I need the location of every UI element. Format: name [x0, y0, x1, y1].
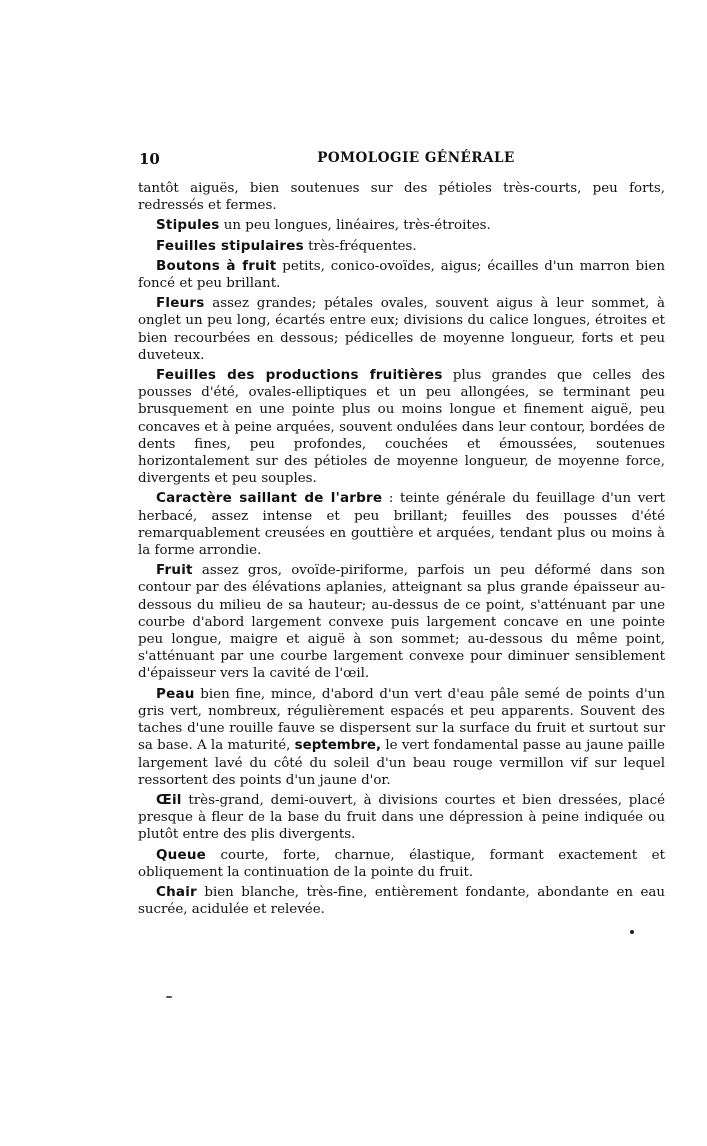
term-heading: Feuilles des productions fruitières: [156, 367, 443, 384]
paragraph-continuation: [138, 180, 665, 214]
term-heading: Fleurs: [156, 295, 205, 312]
paragraph-text: courte, forte, charnue, élastique, formant exactement et obliquement la continuation de la pointe du fruit.: [138, 847, 665, 880]
paragraph-text: un peu longues, linéaires, très-étroites.: [219, 218, 491, 234]
term-heading: Fruit: [156, 562, 193, 579]
paragraph-stipules: [138, 217, 665, 234]
running-title: POMOLOGIE GÉNÉRALE: [317, 150, 515, 166]
paragraph-boutons: [138, 258, 665, 292]
term-heading: Chair: [156, 883, 197, 900]
term-heading: Peau: [156, 685, 195, 702]
page-header: [137, 150, 665, 170]
paragraph-text: très-fréquentes.: [303, 238, 417, 254]
emphasis-month: septembre,: [294, 738, 382, 754]
paragraph-text: tantôt aiguës, bien soutenues sur des pétioles très-courts, peu forts, redressés et fermes.: [138, 181, 665, 214]
paragraph-text: assez gros, ovoïde-piriforme, parfois un peu déformé dans son contour par des élévations aplanies, atteignant sa plus grande épaisseur au-dessous du milieu de sa hauteur; au-dessus de ce point, s'atténuant par une courbe d'abord largement convexe puis largement concave en une pointe peu longue, maigre et aiguë à son sommet; au-dessous du même point, s'atténuant par une courbe largement convexe pour diminuer sensiblement d'épaisseur vers la cavité de l'œil.: [138, 563, 665, 682]
paragraph-text: très-grand, demi-ouvert, à divisions courtes et bien dressées, placé presque à fleur de la base du fruit dans une dépression à peine indiquée ou plutôt entre des plis divergents.: [138, 792, 665, 843]
paragraph-feuilles-productions: [138, 367, 665, 487]
term-heading: Boutons à fruit: [156, 257, 277, 274]
paragraph-chair: [138, 884, 665, 918]
term-heading: Feuilles stipulaires: [156, 237, 304, 254]
paragraph-text: bien blanche, très-fine, entièrement fondante, abondante en eau sucrée, acidulée et relevée.: [138, 884, 665, 918]
paragraph-caractere: [138, 490, 665, 559]
page-number: 10: [139, 150, 160, 168]
scan-speck: [630, 930, 634, 934]
term-heading: Caractère saillant de l'arbre: [156, 490, 383, 507]
paragraph-oeil: [138, 792, 665, 844]
paragraph-feuilles-stipulaires: [138, 238, 665, 255]
term-heading: Stipules: [156, 217, 220, 234]
paragraph-text-after: le vert fondamental passe au jaune paille largement lavé du côté du soleil d'un beau rouge vermillon vif sur lequel ressortent des points d'un jaune d'or.: [138, 738, 665, 788]
paragraph-peau: [138, 686, 665, 789]
paragraph-text: bien fine, mince, d'abord d'un vert d'eau pâle semé de points d'un gris vert, nombreux, régulièrement espacés et peu apparents. Souvent des taches d'une rouille fauve se dispersent sur la surface du fruit et surtout sur sa base. A la maturité,: [138, 686, 665, 754]
term-heading: Œil: [156, 791, 182, 808]
paragraph-text: petits, conico-ovoïdes, aigus; écailles d'un marron bien foncé et peu brillant.: [138, 258, 665, 292]
scan-speck: [166, 996, 172, 998]
term-heading: Queue: [156, 846, 207, 863]
paragraph-text: plus grandes que celles des pousses d'été, ovales-elliptiques et un peu allongées, se terminant peu brusquement en une pointe plus ou moins longue et finement aiguë, peu concaves et à peine arquées, souvent ondulées dans leur contour, bordées de dents fines, peu profondes, couchées et émoussées, soutenues horizontalement sur des pétioles de moyenne longueur, de moyenne force, divergents et peu souples.: [138, 368, 666, 487]
paragraph-fleurs: [138, 295, 665, 364]
body-text: [138, 180, 665, 921]
paragraph-text: assez grandes; pétales ovales, souvent aigus à leur sommet, à onglet un peu long, écartés entre eux; divisions du calice longues, étroites et bien recourbées en dessous; pédicelles de moyenne longueur, forts et peu duveteux.: [138, 296, 665, 363]
paragraph-queue: [138, 847, 665, 881]
paragraph-fruit: [138, 562, 665, 682]
paragraph-text: : teinte générale du feuillage d'un vert herbacé, assez intense et peu brillant; feuilles des pousses d'été remarquablement creusées en gouttière et arquées, tendant plus ou moins à la forme arrondie.: [138, 491, 665, 559]
